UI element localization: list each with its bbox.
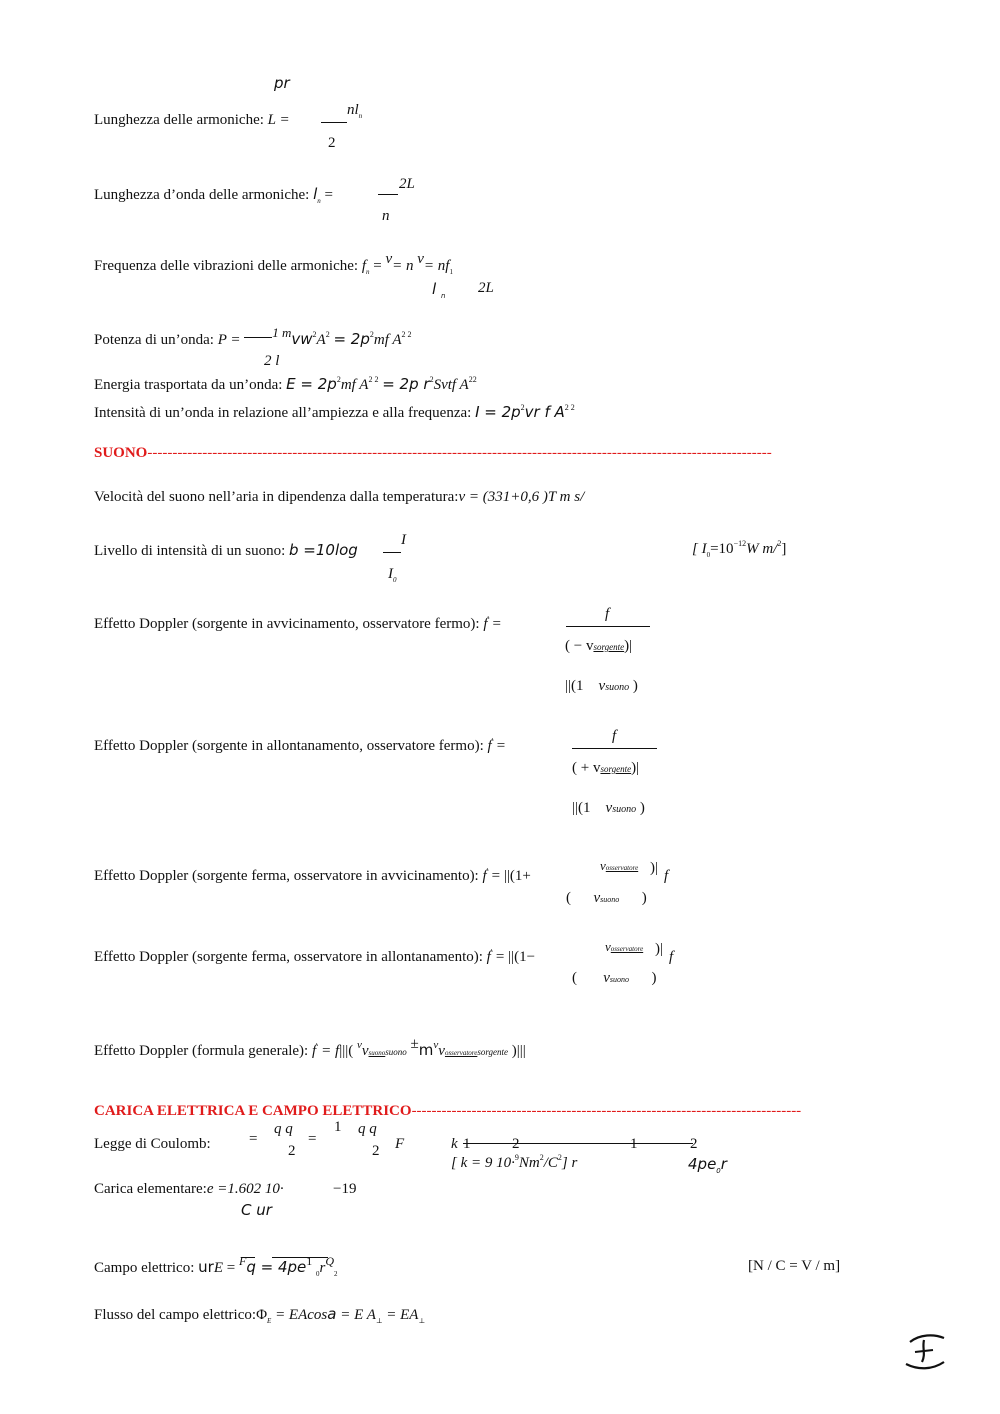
force-F: F <box>395 1136 405 1152</box>
formula-label: Effetto Doppler (sorgente ferma, osservatore in allontanamento): <box>94 949 483 965</box>
one: 1 <box>334 1119 342 1135</box>
denominator-row-1: ( − vsorgente)| <box>565 638 633 654</box>
k-sup: 1 <box>630 1136 638 1152</box>
formula-doppler-2: Effetto Doppler (sorgente in allontanamento, osservatore fermo): f' = <box>94 737 506 754</box>
formula-label: Carica elementare: <box>94 1181 207 1197</box>
numerator: vosservatore <box>605 939 644 954</box>
formula-label: Effetto Doppler (formula generale): <box>94 1043 309 1059</box>
qq-2: q q <box>358 1121 377 1137</box>
formula-doppler-generale: Effetto Doppler (formula generale): f' = f|||( $^v$vsuonosuono $\pm m^vvosservatoresorgente$ )||| <box>94 1036 526 1059</box>
fraction-bar <box>272 1257 328 1258</box>
formula-flusso: Flusso del campo $elettrico:\Phi_E = EAcosa = E$ $A_\perp = EA_\perp$ <box>94 1305 426 1325</box>
pre-fragment: pr <box>274 74 290 92</box>
factor-f: f <box>664 868 669 884</box>
k-sup: 1 <box>463 1136 471 1152</box>
formula-label: Flusso del campo elettrico: <box>94 1307 257 1323</box>
formula-label: Effetto Doppler (sorgente ferma, osservatore in avvicinamento): <box>94 868 479 884</box>
denominator-row-2: ||(1 vsuono ) <box>572 800 645 816</box>
formula-potenza: Potenza di un’onda: P = 1 $mvw^2A^2 = 2p^2mf$ $A^{2 2}$ <box>94 325 412 348</box>
equals-1: = <box>249 1131 258 1147</box>
qq-1-sub: 2 <box>288 1143 296 1159</box>
formula-label: Velocità del suono nell’aria in dipendenza dalla temperatura: <box>94 489 459 505</box>
numerator: 2L <box>399 176 415 192</box>
formula-label: Intensità di un’onda in relazione all’ampiezza e alla frequenza: <box>94 405 472 421</box>
section-header-carica: CARICA ELETTRICA E CAMPO ELETTRICO------------------------------------------------------------------------------ <box>94 1103 802 1119</box>
denominator: 2 <box>328 135 336 151</box>
formula-label: Frequenza delle vibrazioni delle armoniche: <box>94 258 359 274</box>
bracket-close: )| <box>655 941 663 957</box>
numerator: $nl_n$ <box>347 102 363 120</box>
formula-label: Lunghezza d’onda delle armoniche: <box>94 187 310 203</box>
reference-intensity: [ $I_0=10^{-12}W$ m/$^2$] <box>692 539 787 559</box>
formula-lunghezza-armoniche <box>94 112 290 129</box>
denominator-2: 2L <box>478 280 494 296</box>
fraction-bar <box>378 178 398 195</box>
unit-campo: [N / C = V / m] <box>748 1258 841 1274</box>
formula-coulomb <box>94 1136 211 1153</box>
numerator: I <box>401 532 406 548</box>
numerator: vosservatore <box>600 858 639 873</box>
formula-label: Legge di Coulomb: <box>94 1136 211 1152</box>
numerator: f <box>612 728 617 744</box>
formula-label: Energia trasportata da un’onda: <box>94 377 283 393</box>
fraction-bar <box>463 1143 693 1144</box>
fraction-bar <box>572 748 657 749</box>
bracket-close: )| <box>650 860 658 876</box>
denominator: $I_0$ <box>388 566 397 584</box>
formula-label: Effetto Doppler (sorgente in allontanamento, osservatore fermo): <box>94 738 484 754</box>
numerator: f <box>605 606 610 622</box>
formula-label: Campo elettrico: <box>94 1260 195 1276</box>
formula-doppler-4: Effetto Doppler (sorgente ferma, osservatore in allontanamento): f' = ||(1− <box>94 948 536 965</box>
signature-logo-icon <box>900 1330 950 1375</box>
factor-f: f <box>669 949 674 965</box>
qq-1: q q <box>274 1121 293 1137</box>
denominator-row-2: ||(1 vsuono ) <box>565 678 638 694</box>
exponent: −19 <box>333 1181 357 1197</box>
formula-lunghezza-onda: Lunghezza d’onda delle armoniche: $l_n$ = <box>94 185 333 205</box>
formula-livello-intensita: Livello di intensità di un suono: b =10log <box>94 541 358 559</box>
formula-carica-elementare: Carica elementare:e =1.602 10· <box>94 1181 284 1197</box>
formula-velocita-suono: Velocità del suono nell’aria in dipendenza dalla temperatura:v = (331+0,6 )T m s/ <box>94 489 585 505</box>
formula-campo-elettrico: Campo elettrico: urE = $^Fq = 4pe^1$ $_0r^Q_2$ <box>94 1254 338 1278</box>
k-sup: 2 <box>690 1136 698 1152</box>
denominator: ( vsuono ) <box>566 890 647 906</box>
denominator: 2 l <box>264 353 280 369</box>
section-header-suono: SUONO----------------------------------------------------------------------------------------------------------------------------- <box>94 445 772 461</box>
fraction-bar <box>383 534 401 553</box>
fraction-bar <box>566 626 650 627</box>
equals-2: = <box>308 1131 317 1147</box>
denominator: ( vsuono ) <box>572 970 657 986</box>
formula-label: Livello di intensità di un suono: <box>94 543 286 559</box>
formula-label: Lunghezza delle armoniche: <box>94 112 264 128</box>
formula-lhs: L = <box>267 112 290 128</box>
formula-intensita: Intensità di un’onda in relazione all’ampiezza e alla frequenza: $I = 2p^2vr$ f $A^{2 2}$ <box>94 403 575 421</box>
formula-label: Effetto Doppler (sorgente in avvicinamento, osservatore fermo): <box>94 616 480 632</box>
formula-doppler-3: Effetto Doppler (sorgente ferma, osservatore in avvicinamento): f' = ||(1+ <box>94 867 531 884</box>
formula-frequenza: Frequenza delle vibrazioni delle armoniche: $f_n = v= n$ $v= nf_1$ <box>94 251 453 276</box>
formula-doppler-1: Effetto Doppler (sorgente in avvicinamento, osservatore fermo): f' = <box>94 615 501 632</box>
constant-k-value: [ k = 9 $10\cdot^9Nm^2/C^2$] r <box>451 1153 578 1171</box>
vector-bar <box>241 1257 255 1258</box>
denominator-1: l $_n$ <box>432 280 446 300</box>
denominator-4pe: $4pe_0r$ <box>688 1155 727 1175</box>
constant-k: k <box>451 1136 458 1152</box>
denominator: n <box>382 208 390 224</box>
unit-line: C ur <box>241 1201 272 1219</box>
k-sup: 2 <box>512 1136 520 1152</box>
denominator-row-1: ( + vsorgente)| <box>572 760 640 776</box>
formula-label: Potenza di un’onda: <box>94 332 214 348</box>
qq-2-sub: 2 <box>372 1143 380 1159</box>
formula-energia: Energia trasportata da un’onda: $E = 2p^2mf$ $A^{2 2} = 2p$ $r^2Svtf$ $A^{22}$ <box>94 375 477 393</box>
fraction-bar <box>321 104 347 123</box>
